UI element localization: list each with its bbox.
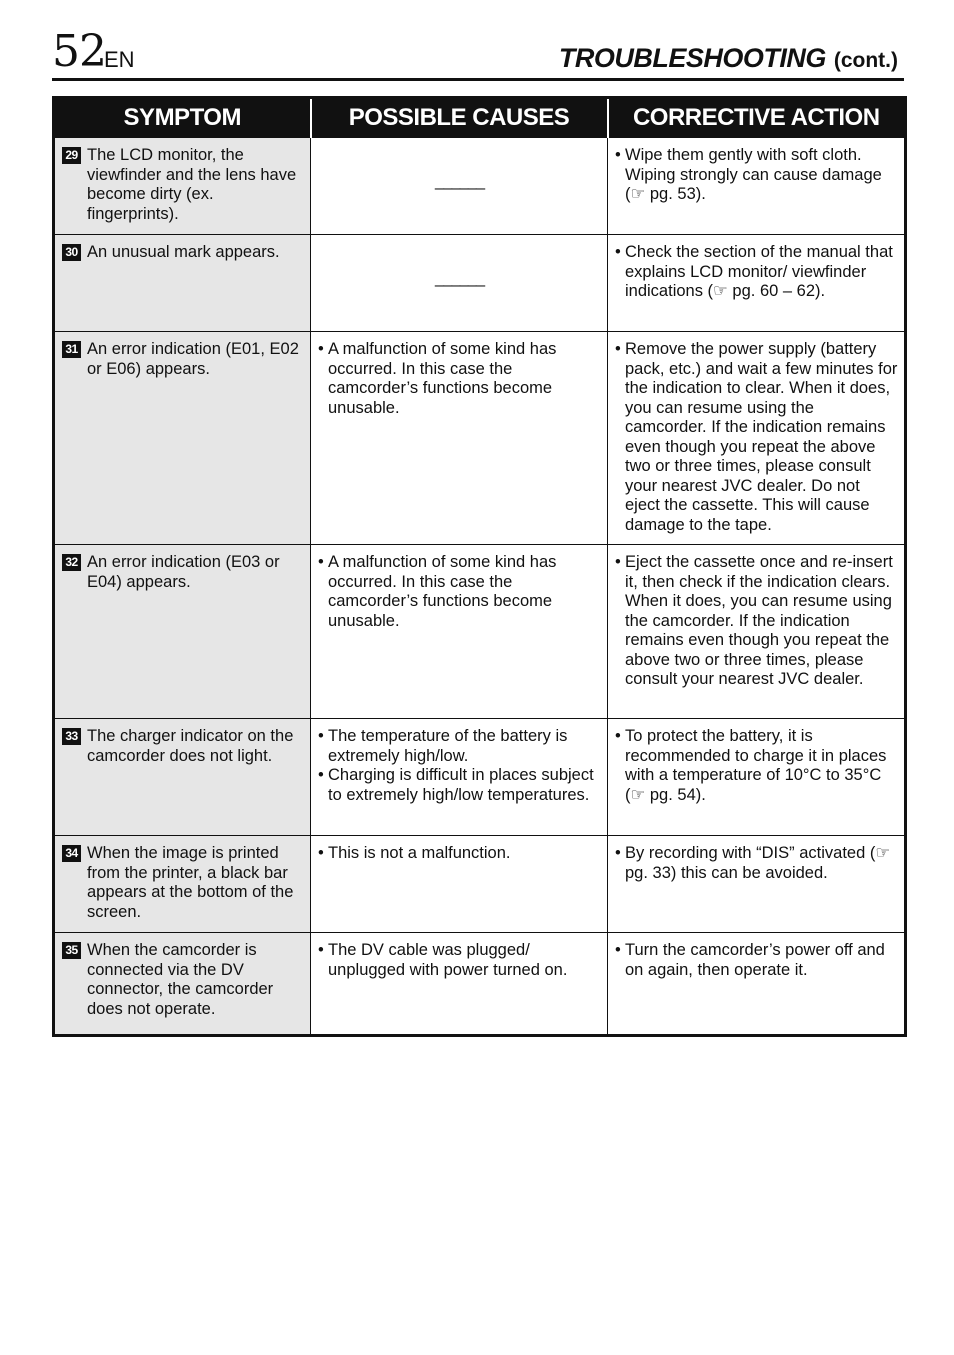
item-number-badge: 30 [62, 244, 81, 261]
symptom-cell [54, 545, 311, 719]
actions-list [615, 727, 898, 805]
symptom-content [62, 243, 304, 263]
causes-list [318, 727, 601, 805]
page-number: 52 [52, 26, 106, 77]
actions-list [615, 340, 898, 535]
causes-cell [311, 138, 608, 235]
action-cell [608, 933, 906, 1036]
table-row [54, 138, 906, 235]
table-row [54, 836, 906, 933]
item-number-badge: 34 [62, 845, 81, 862]
troubleshooting-table [52, 96, 907, 1037]
header-possible-causes: POSSIBLE CAUSES [311, 98, 608, 138]
symptom-cell [54, 138, 311, 235]
causes-cell [311, 836, 608, 933]
causes-cell [311, 933, 608, 1036]
cause-item: • The DV cable was plugged/ unplugged with power turned on. [318, 941, 601, 980]
symptom-cell [54, 235, 311, 332]
action-cell [608, 332, 906, 545]
symptom-content [62, 727, 304, 766]
cause-item: • The temperature of the battery is extremely high/low. [318, 727, 601, 766]
action-item: • Remove the power supply (battery pack, etc.) and wait a few minutes for the indication to clear. When it does, you can resume using the camcorder. If the indication remains even though you repeat the above two or three times, please consult your nearest JVC dealer. Do not eject the cassette. This will cause damage to the tape. [615, 340, 898, 535]
symptom-text: An error indication (E03 or E04) appears. [87, 553, 280, 591]
symptom-text: When the camcorder is connected via the DV connector, the camcorder does not operate. [87, 941, 274, 1018]
action-item: • Turn the camcorder’s power off and on again, then operate it. [615, 941, 898, 980]
symptom-cell [54, 836, 311, 933]
header-corrective-action: CORRECTIVE ACTION [608, 98, 906, 138]
symptom-cell [54, 719, 311, 836]
section-title [559, 42, 898, 77]
action-cell [608, 138, 906, 235]
symptom-text: The charger indicator on the camcorder does not light. [87, 727, 294, 765]
table-row [54, 235, 906, 332]
item-number-badge: 29 [62, 147, 81, 164]
actions-list [615, 243, 898, 302]
actions-list [615, 553, 898, 690]
action-item: • Wipe them gently with soft cloth. Wiping strongly can cause damage (☞ pg. 53). [615, 146, 898, 205]
no-cause-dash: ______ [434, 172, 485, 190]
causes-list [318, 553, 601, 631]
symptom-text: An error indication (E01, E02 or E06) appears. [87, 340, 299, 378]
causes-cell [311, 332, 608, 545]
cause-item: • This is not a malfunction. [318, 844, 601, 864]
no-cause-dash: ______ [434, 269, 485, 287]
section-title-suffix: (cont.) [833, 49, 898, 72]
action-item: • By recording with “DIS” activated (☞ pg. 33) this can be avoided. [615, 844, 898, 883]
table-header-row [54, 98, 906, 138]
causes-cell [311, 235, 608, 332]
symptom-cell [54, 332, 311, 545]
action-cell [608, 235, 906, 332]
item-number-badge: 33 [62, 728, 81, 745]
action-cell [608, 719, 906, 836]
cause-item: • Charging is difficult in places subject to extremely high/low temperatures. [318, 766, 601, 805]
causes-list [318, 941, 601, 980]
action-item: • Eject the cassette once and re-insert it, then check if the indication clears. When it does, you can resume using the camcorder. If the indication remains even though you repeat the above two or three times, please consult your nearest JVC dealer. [615, 553, 898, 690]
page-header [52, 28, 904, 81]
table-row [54, 545, 906, 719]
symptom-text: When the image is printed from the printer, a black bar appears at the bottom of the screen. [87, 844, 294, 921]
actions-list [615, 844, 898, 883]
page-language: EN [104, 47, 135, 72]
item-number-badge: 35 [62, 942, 81, 959]
table-row [54, 719, 906, 836]
causes-cell [311, 719, 608, 836]
header-symptom: SYMPTOM [54, 98, 311, 138]
causes-list [318, 340, 601, 418]
symptom-content [62, 553, 304, 592]
symptom-text: The LCD monitor, the viewfinder and the lens have become dirty (ex. fingerprints). [87, 146, 297, 223]
symptom-content [62, 340, 304, 379]
actions-list [615, 146, 898, 205]
symptom-content [62, 146, 304, 224]
action-item: • To protect the battery, it is recommended to charge it in places with a temperature of 10°C to 35°C (☞ pg. 54). [615, 727, 898, 805]
action-item: • Check the section of the manual that explains LCD monitor/ viewfinder indications (☞ pg. 60 – 62). [615, 243, 898, 302]
symptom-text: An unusual mark appears. [87, 243, 280, 261]
item-number-badge: 32 [62, 554, 81, 571]
actions-list [615, 941, 898, 980]
cause-item: • A malfunction of some kind has occurred. In this case the camcorder’s functions become unusable. [318, 340, 601, 418]
causes-list [318, 844, 601, 864]
table-row [54, 933, 906, 1036]
action-cell [608, 836, 906, 933]
symptom-cell [54, 933, 311, 1036]
cause-item: • A malfunction of some kind has occurred. In this case the camcorder’s functions become unusable. [318, 553, 601, 631]
symptom-content [62, 844, 304, 922]
symptom-content [62, 941, 304, 1019]
causes-cell [311, 545, 608, 719]
table-row [54, 332, 906, 545]
item-number-badge: 31 [62, 341, 81, 358]
action-cell [608, 545, 906, 719]
section-title-text: TROUBLESHOOTING [558, 43, 826, 73]
table-body [54, 138, 906, 1036]
